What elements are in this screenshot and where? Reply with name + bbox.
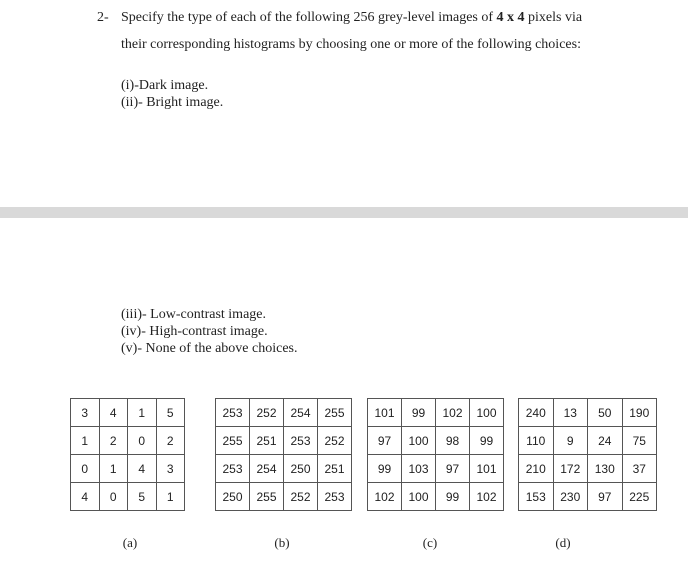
- caption-d: (d): [555, 535, 571, 550]
- pixel-cell: 100: [402, 483, 436, 511]
- pixel-cell: 250: [216, 483, 250, 511]
- choice-none: (v)- None of the above choices.: [121, 341, 298, 356]
- pixel-cell: 3: [71, 399, 100, 427]
- pixel-cell: 99: [368, 455, 402, 483]
- pixel-cell: 1: [71, 427, 100, 455]
- table-row: [368, 427, 504, 455]
- pixel-cell: 101: [470, 455, 504, 483]
- pixel-cell: 255: [318, 399, 352, 427]
- table-row: [216, 427, 352, 455]
- pixel-cell: 1: [128, 399, 157, 427]
- choice-dark: (i)-Dark image.: [121, 78, 209, 93]
- pixel-cell: 4: [128, 455, 157, 483]
- pixel-cell: 252: [318, 427, 352, 455]
- page-divider: [0, 207, 688, 218]
- pixel-cell: 253: [284, 427, 318, 455]
- pixel-cell: 99: [436, 483, 470, 511]
- caption-a: (a): [122, 535, 138, 550]
- pixel-cell: 75: [622, 427, 657, 455]
- pixel-cell: 0: [128, 427, 157, 455]
- table-row: [368, 399, 504, 427]
- choice-high-contrast: (iv)- High-contrast image.: [121, 324, 268, 339]
- caption-c: (c): [422, 535, 438, 550]
- pixel-cell: 252: [250, 399, 284, 427]
- pixel-cell: 2: [156, 427, 185, 455]
- pixel-cell: 103: [402, 455, 436, 483]
- pixel-cell: 24: [588, 427, 623, 455]
- pixel-cell: 255: [250, 483, 284, 511]
- pixel-cell: 0: [99, 483, 128, 511]
- pixel-cell: 172: [553, 455, 588, 483]
- table-row: [71, 399, 185, 427]
- pixel-cell: 50: [588, 399, 623, 427]
- table-row: [519, 399, 657, 427]
- pixel-cell: 5: [156, 399, 185, 427]
- pixel-cell: 97: [368, 427, 402, 455]
- pixel-cell: 99: [402, 399, 436, 427]
- image-table-c: [367, 398, 504, 511]
- pixel-cell: 5: [128, 483, 157, 511]
- pixel-cell: 251: [250, 427, 284, 455]
- table-row: [519, 427, 657, 455]
- pixel-cell: 102: [470, 483, 504, 511]
- pixel-cell: 252: [284, 483, 318, 511]
- pixel-cell: 100: [402, 427, 436, 455]
- pixel-cell: 102: [368, 483, 402, 511]
- pixel-cell: 253: [216, 399, 250, 427]
- pixel-cell: 1: [99, 455, 128, 483]
- pixel-cell: 255: [216, 427, 250, 455]
- table-row: [519, 455, 657, 483]
- pixel-cell: 110: [519, 427, 554, 455]
- pixel-cell: 97: [588, 483, 623, 511]
- pixel-cell: 240: [519, 399, 554, 427]
- choice-low-contrast: (iii)- Low-contrast image.: [121, 307, 267, 322]
- question-text-line2: their corresponding histograms by choosing one or more of the following choices:: [121, 37, 581, 52]
- pixel-cell: 4: [71, 483, 100, 511]
- question-text-line1: [121, 10, 582, 26]
- question-text-post: pixels via: [524, 10, 583, 25]
- image-size: 4 x 4: [496, 10, 525, 25]
- image-table-a: [70, 398, 185, 511]
- pixel-cell: 0: [71, 455, 100, 483]
- pixel-cell: 254: [250, 455, 284, 483]
- pixel-cell: 13: [553, 399, 588, 427]
- pixel-cell: 101: [368, 399, 402, 427]
- pixel-cell: 99: [470, 427, 504, 455]
- pixel-cell: 153: [519, 483, 554, 511]
- table-row: [519, 483, 657, 511]
- table-row: [216, 455, 352, 483]
- table-row: [216, 483, 352, 511]
- choice-bright: (ii)- Bright image.: [121, 95, 224, 110]
- pixel-cell: 100: [470, 399, 504, 427]
- caption-b: (b): [274, 535, 290, 550]
- pixel-cell: 130: [588, 455, 623, 483]
- image-table-d: [518, 398, 657, 511]
- table-row: [216, 399, 352, 427]
- table-row: [368, 455, 504, 483]
- image-table-b: [215, 398, 352, 511]
- pixel-cell: 4: [99, 399, 128, 427]
- table-row: [71, 483, 185, 511]
- pixel-cell: 250: [284, 455, 318, 483]
- pixel-cell: 253: [318, 483, 352, 511]
- pixel-cell: 37: [622, 455, 657, 483]
- pixel-cell: 1: [156, 483, 185, 511]
- pixel-cell: 2: [99, 427, 128, 455]
- table-row: [71, 427, 185, 455]
- table-row: [368, 483, 504, 511]
- pixel-cell: 190: [622, 399, 657, 427]
- pixel-cell: 3: [156, 455, 185, 483]
- pixel-cell: 254: [284, 399, 318, 427]
- question-number: 2-: [97, 10, 109, 25]
- pixel-cell: 230: [553, 483, 588, 511]
- pixel-cell: 251: [318, 455, 352, 483]
- pixel-cell: 225: [622, 483, 657, 511]
- pixel-cell: 98: [436, 427, 470, 455]
- pixel-cell: 9: [553, 427, 588, 455]
- pixel-cell: 253: [216, 455, 250, 483]
- table-row: [71, 455, 185, 483]
- pixel-cell: 97: [436, 455, 470, 483]
- pixel-cell: 102: [436, 399, 470, 427]
- pixel-cell: 210: [519, 455, 554, 483]
- question-text-pre: Specify the type of each of the following 256 grey-level images of: [121, 10, 497, 25]
